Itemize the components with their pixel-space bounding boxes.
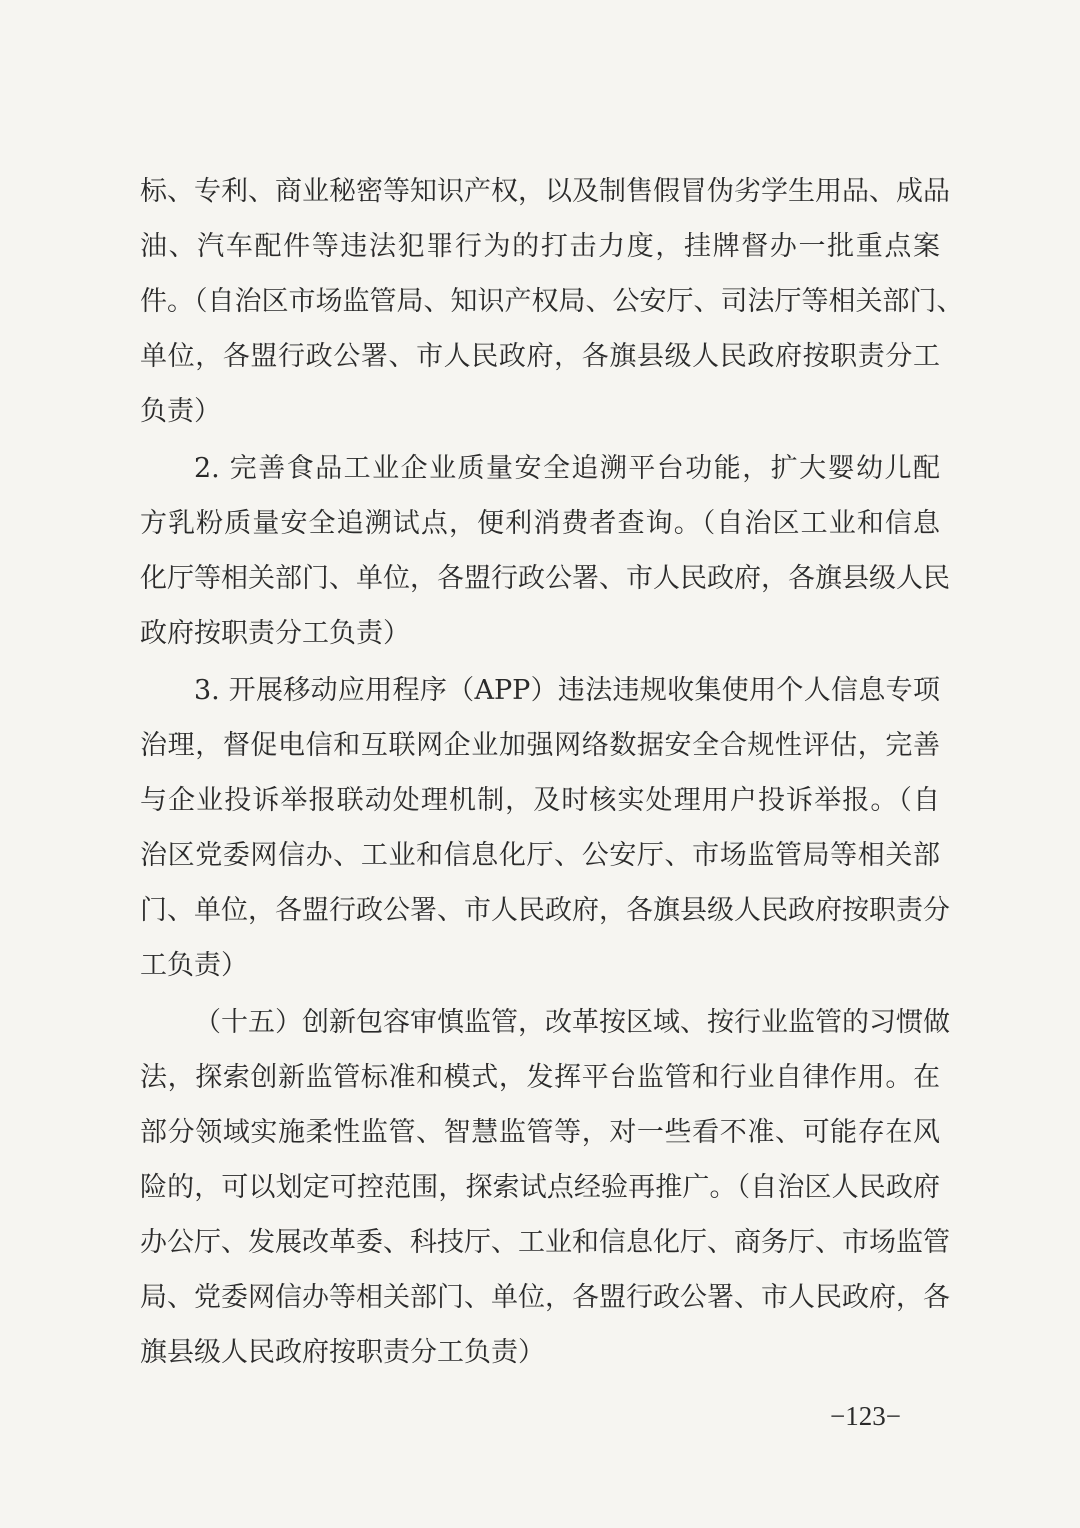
text-line-4: 单位，各盟行政公署、市人民政府，各旗县级人民政府按职责分工 bbox=[140, 341, 940, 372]
text-line-7: 方乳粉质量安全追溯试点，便利消费者查询。（自治区工业和信息 bbox=[140, 508, 940, 539]
text-line-19: 险的，可以划定可控范围，探索试点经验再推广。（自治区人民政府 bbox=[140, 1172, 940, 1203]
text-line-14: 门、单位，各盟行政公署、市人民政府，各旗县级人民政府按职责分 bbox=[140, 895, 950, 926]
text-line-1: 标、专利、商业秘密等知识产权，以及制售假冒伪劣学生用品、成品 bbox=[140, 176, 950, 207]
text-line-2: 油、汽车配件等违法犯罪行为的打击力度，挂牌督办一批重点案 bbox=[140, 231, 940, 262]
text-line-5: 负责） bbox=[140, 396, 221, 427]
text-line-13: 治区党委网信办、工业和信息化厅、公安厅、市场监管局等相关部 bbox=[140, 840, 940, 871]
text-line-17: 法，探索创新监管标准和模式，发挥平台监管和行业自律作用。在 bbox=[140, 1062, 940, 1093]
text-line-15: 工负责） bbox=[140, 950, 248, 981]
text-line-8: 化厅等相关部门、单位，各盟行政公署、市人民政府，各旗县级人民 bbox=[140, 563, 950, 594]
text-line-22: 旗县级人民政府按职责分工负责） bbox=[140, 1337, 545, 1368]
text-line-3: 件。（自治区市场监管局、知识产权局、公安厅、司法厅等相关部门、 bbox=[140, 286, 964, 317]
text-line-9: 政府按职责分工负责） bbox=[140, 618, 410, 649]
text-line-20: 办公厅、发展改革委、科技厅、工业和信息化厅、商务厅、市场监管 bbox=[140, 1227, 950, 1258]
text-line-6: 2. 完善食品工业企业质量安全追溯平台功能，扩大婴幼儿配 bbox=[194, 453, 940, 484]
text-line-16: （十五）创新包容审慎监管，改革按区域、按行业监管的习惯做 bbox=[194, 1007, 950, 1038]
text-line-12: 与企业投诉举报联动处理机制，及时核实处理用户投诉举报。（自 bbox=[140, 785, 940, 816]
text-line-21: 局、党委网信办等相关部门、单位，各盟行政公署、市人民政府，各 bbox=[140, 1282, 950, 1313]
text-line-10: 3. 开展移动应用程序（APP）违法违规收集使用个人信息专项 bbox=[194, 675, 940, 706]
text-line-11: 治理，督促电信和互联网企业加强网络数据安全合规性评估，完善 bbox=[140, 730, 940, 761]
text-line-18: 部分领域实施柔性监管、智慧监管等，对一些看不准、可能存在风 bbox=[140, 1117, 940, 1148]
page-number: −123− bbox=[830, 1401, 901, 1431]
